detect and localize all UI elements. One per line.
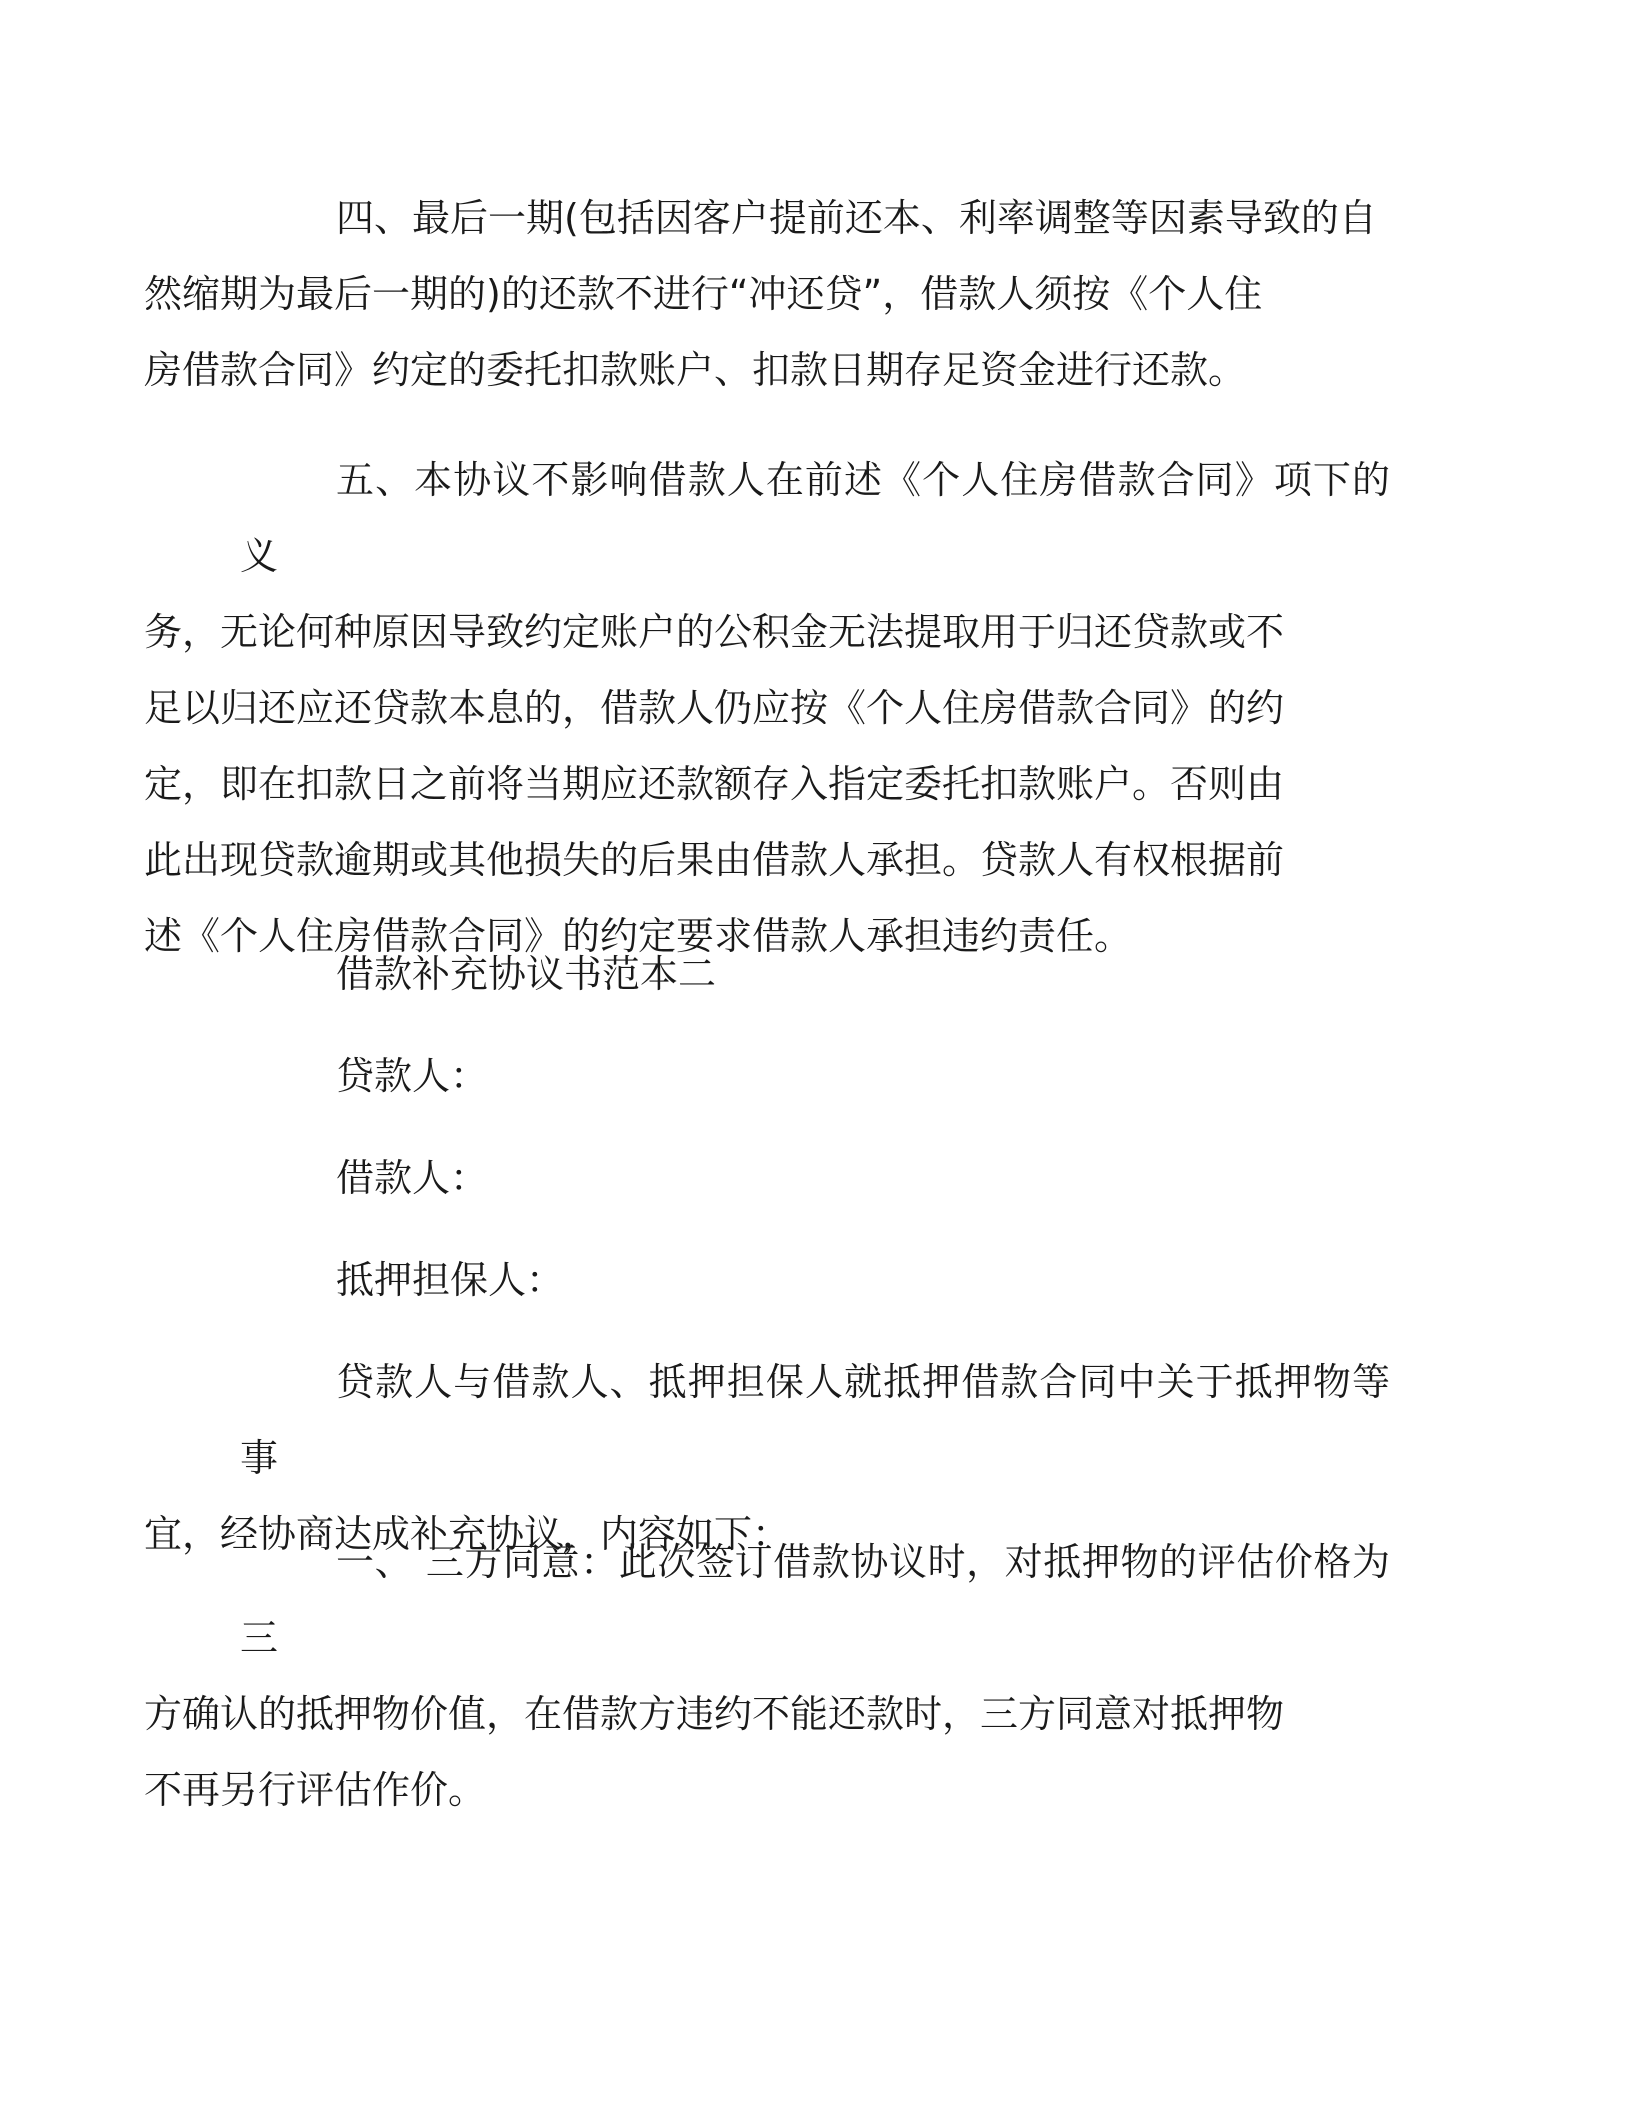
text-line: 贷款人与借款人、抵押担保人就抵押借款合同中关于抵押物等事 xyxy=(240,1360,1390,1480)
clause-one-paragraph xyxy=(144,1524,1390,1828)
text-line: 方确认的抵押物价值，在借款方违约不能还款时，三方同意对抵押物 xyxy=(144,1692,1285,1736)
text-line: 足以归还应还贷款本息的，借款人仍应按《个人住房借款合同》的约 xyxy=(144,686,1285,730)
text-line: 不再另行评估作价。 xyxy=(144,1768,487,1812)
text-line: 房借款合同》约定的委托扣款账户、扣款日期存足资金进行还款。 xyxy=(144,348,1247,392)
clause-five-paragraph xyxy=(144,442,1390,974)
text-line: 定，即在扣款日之前将当期应还款额存入指定委托扣款账户。否则由 xyxy=(144,762,1285,806)
clause-four-paragraph xyxy=(144,180,1390,408)
text-line: 四、最后一期(包括因客户提前还本、利率调整等因素导致的自 xyxy=(336,196,1377,240)
text-line: 务，无论何种原因导致约定账户的公积金无法提取用于归还贷款或不 xyxy=(144,610,1285,654)
text-line: 然缩期为最后一期的)的还款不进行“冲还贷”，借款人须按《个人住 xyxy=(144,272,1263,316)
text-line: 一、 三方同意：此次签订借款协议时，对抵押物的评估价格为三 xyxy=(240,1540,1390,1660)
text-line: 宜，经协商达成补充协议，内容如下： xyxy=(144,1512,791,1556)
lender-label: 贷款人： xyxy=(336,1054,489,1098)
text-line: 五、本协议不影响借款人在前述《个人住房借款合同》项下的义 xyxy=(240,458,1390,578)
template-two-title: 借款补充协议书范本二 xyxy=(336,952,717,996)
borrower-label: 借款人： xyxy=(336,1156,489,1200)
guarantor-label: 抵押担保人： xyxy=(336,1258,565,1302)
text-line: 述《个人住房借款合同》的约定要求借款人承担违约责任。 xyxy=(144,914,1133,958)
text-line: 此出现贷款逾期或其他损失的后果由借款人承担。贷款人有权根据前 xyxy=(144,838,1285,882)
